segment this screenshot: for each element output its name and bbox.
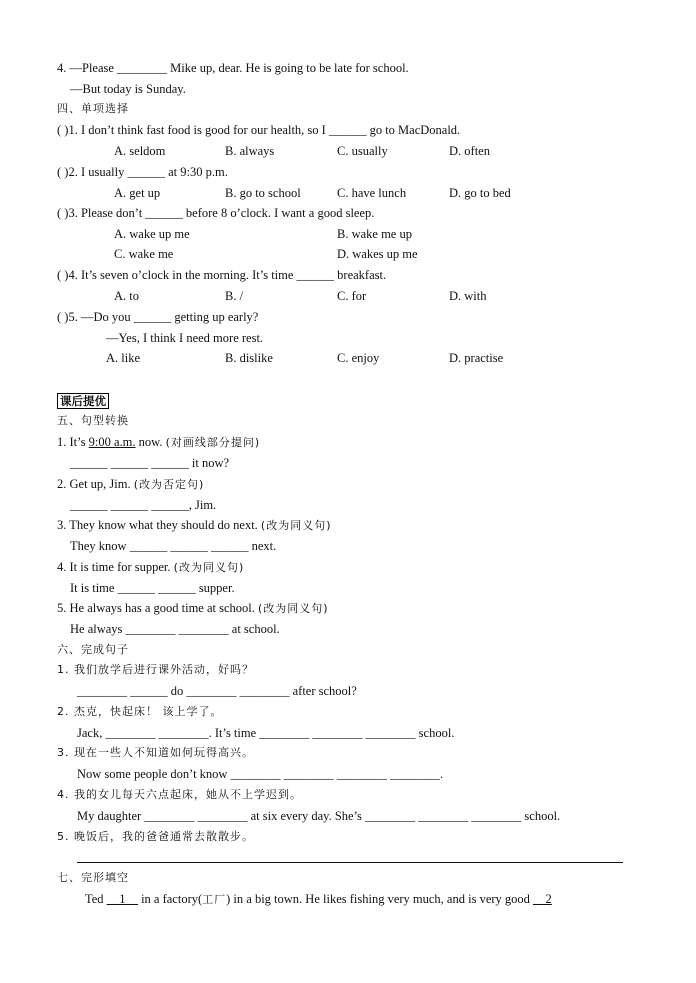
mc-q3-option-c: C. wake me — [114, 247, 174, 261]
mc-q4-option-c: C. for — [337, 289, 367, 303]
after-class-label — [57, 393, 109, 409]
mc-q1-option-a: A. seldom — [114, 144, 166, 158]
transform-2-text: 2. Get up, Jim. — [57, 477, 134, 491]
transform-3-note: (改为同义句) — [260, 519, 332, 532]
transform-3-text: 3. They know what they should do next. — [57, 518, 261, 532]
transform-1-answer: ______ ______ ______ it now? — [70, 456, 230, 470]
section-7-title: 七、完形填空 — [57, 871, 129, 884]
mc-q3-option-b: B. wake me up — [337, 227, 412, 241]
transform-4-note: (改为同义句) — [173, 561, 245, 574]
complete-1-answer: ________ ______ do ________ ________ after school? — [77, 684, 357, 698]
cloze-text-2: in a factory( — [137, 892, 203, 906]
cloze-blank-2: __2 — [533, 892, 552, 906]
transform-5-text: 5. He always has a good time at school. — [57, 601, 258, 615]
complete-3-answer: Now some people don’t know ________ ________ ________ ________. — [77, 767, 444, 781]
mc-question-3: ( )3. Please don’t ______ before 8 o’clock. I want a good sleep. — [57, 206, 375, 220]
complete-2-prompt: 2. 杰克，快起床！ 该上学了。 — [57, 705, 223, 718]
mc-q1-option-d: D. often — [449, 144, 490, 158]
transform-3-answer: They know ______ ______ ______ next. — [70, 539, 277, 553]
cloze-text-cn: 工厂 — [202, 893, 227, 906]
mc-q4-option-d: D. with — [449, 289, 487, 303]
mc-q5-option-b: B. dislike — [225, 351, 273, 365]
transform-1-note: (对画线部分提问) — [165, 436, 261, 449]
transform-1-suffix: now. — [135, 435, 166, 449]
mc-q3-option-d: D. wakes up me — [337, 247, 418, 261]
fill-question-4-reply: —But today is Sunday. — [70, 82, 186, 96]
mc-question-1: ( )1. I don’t think fast food is good for our health, so I ______ go to MacDonald. — [57, 123, 461, 137]
mc-q1-option-b: B. always — [225, 144, 275, 158]
cloze-text-3: ) in a big town. He likes fishing very much, and is very good — [226, 892, 534, 906]
mc-q5-option-d: D. practise — [449, 351, 504, 365]
mc-q2-option-c: C. have lunch — [337, 186, 407, 200]
transform-4-answer: It is time ______ ______ supper. — [70, 581, 235, 595]
mc-q5-option-c: C. enjoy — [337, 351, 380, 365]
mc-q2-option-d: D. go to bed — [449, 186, 511, 200]
mc-question-2: ( )2. I usually ______ at 9:30 p.m. — [57, 165, 228, 179]
transform-2-note: (改为否定句) — [133, 478, 205, 491]
section-4-title: 四、单项选择 — [57, 102, 129, 115]
transform-5-note: (改为同义句) — [258, 602, 329, 615]
complete-1-prompt: 1. 我们放学后进行课外活动，好吗？ — [57, 663, 254, 676]
transform-4-text: 4. It is time for supper. — [57, 560, 174, 574]
transform-5 — [57, 600, 329, 617]
transform-1-prefix: 1. It’s — [57, 435, 89, 449]
cloze-text-1: Ted — [85, 892, 107, 906]
mc-question-5: ( )5. —Do you ______ getting up early? — [57, 310, 259, 324]
mc-question-5-reply: —Yes, I think I need more rest. — [106, 331, 264, 345]
complete-5-answer-line — [77, 862, 623, 863]
complete-2-answer: Jack, ________ ________. It’s time ________ ________ ________ school. — [77, 726, 455, 740]
mc-question-4: ( )4. It’s seven o’clock in the morning. It’s time ______ breakfast. — [57, 268, 387, 282]
cloze-blank-1: __1__ — [106, 892, 138, 906]
transform-2-answer: ______ ______ ______, Jim. — [70, 498, 217, 512]
transform-1-underlined: 9:00 a.m. — [88, 435, 136, 449]
transform-3 — [57, 517, 332, 534]
mc-q2-option-b: B. go to school — [225, 186, 301, 200]
mc-q3-option-a: A. wake up me — [114, 227, 190, 241]
fill-question-4: 4. —Please ________ Mike up, dear. He is going to be late for school. — [57, 61, 409, 75]
transform-4 — [57, 559, 244, 576]
section-6-title: 六、完成句子 — [57, 643, 129, 656]
complete-5-prompt: 5. 晚饭后，我的爸爸通常去散散步。 — [57, 830, 254, 843]
transform-1 — [57, 434, 260, 451]
after-class-box: 课后提优 — [57, 393, 109, 409]
mc-q2-option-a: A. get up — [114, 186, 161, 200]
mc-q1-option-c: C. usually — [337, 144, 388, 158]
complete-4-answer: My daughter ________ ________ at six every day. She’s ________ ________ ________ school. — [77, 809, 561, 823]
cloze-paragraph — [85, 891, 552, 908]
complete-3-prompt: 3. 现在一些人不知道如何玩得高兴。 — [57, 746, 254, 759]
complete-4-prompt: 4. 我的女儿每天六点起床，她从不上学迟到。 — [57, 788, 302, 801]
section-5-title: 五、句型转换 — [57, 414, 129, 427]
transform-5-answer: He always ________ ________ at school. — [70, 622, 280, 636]
mc-q4-option-b: B. / — [225, 289, 244, 303]
mc-q5-option-a: A. like — [106, 351, 141, 365]
transform-2 — [57, 476, 204, 493]
mc-q4-option-a: A. to — [114, 289, 139, 303]
